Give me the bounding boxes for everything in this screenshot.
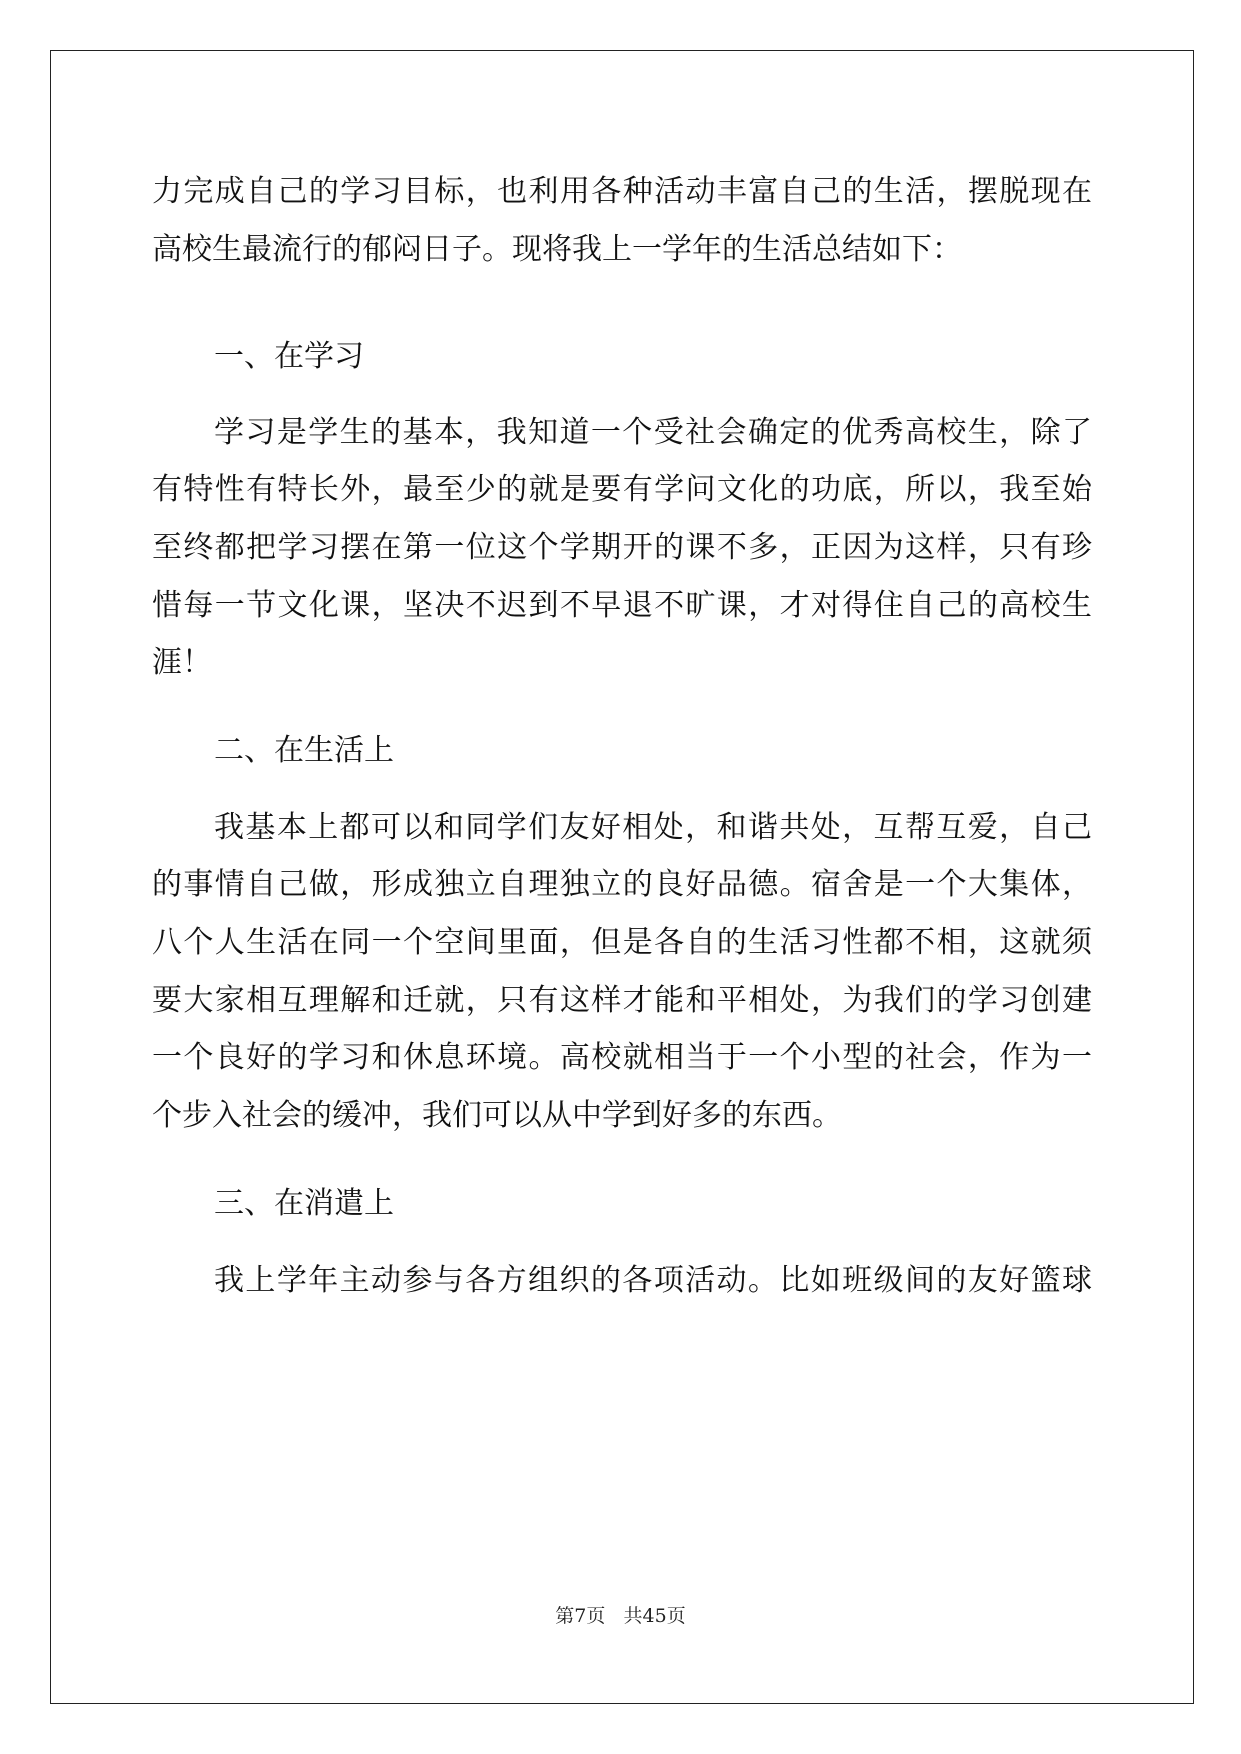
body-line: 涯！	[152, 645, 212, 680]
body-line: 一个良好的学习和休息环境。高校就相当于一个小型的社会，作为一	[152, 1040, 1092, 1075]
body-line: 力完成自己的学习目标，也利用各种活动丰富自己的生活，摆脱现在	[152, 174, 1092, 209]
section-heading-study: 一、在学习	[214, 339, 364, 374]
body-line: 我基本上都可以和同学们友好相处，和谐共处，互帮互爱，自己	[214, 810, 1092, 845]
body-line: 至终都把学习摆在第一位这个学期开的课不多，正因为这样，只有珍	[152, 530, 1092, 565]
body-line: 有特性有特长外，最至少的就是要有学问文化的功底，所以，我至始	[152, 472, 1092, 507]
body-line: 惜每一节文化课，坚决不迟到不早退不旷课，才对得住自己的高校生	[152, 588, 1092, 623]
section-heading-leisure: 三、在消遣上	[214, 1186, 394, 1221]
body-line: 高校生最流行的郁闷日子。现将我上一学年的生活总结如下：	[152, 232, 962, 267]
section-heading-life: 二、在生活上	[214, 733, 394, 768]
page-footer	[0, 1604, 1241, 1628]
page-number-current: 第7页	[555, 1605, 606, 1627]
body-line: 要大家相互理解和迁就，只有这样才能和平相处，为我们的学习创建	[152, 983, 1092, 1018]
body-line: 我上学年主动参与各方组织的各项活动。比如班级间的友好篮球	[214, 1263, 1092, 1298]
body-line: 学习是学生的基本，我知道一个受社会确定的优秀高校生，除了	[214, 415, 1092, 450]
body-line: 个步入社会的缓冲，我们可以从中学到好多的东西。	[152, 1098, 842, 1133]
body-line: 的事情自己做，形成独立自理独立的良好品德。宿舍是一个大集体，	[152, 867, 1092, 902]
body-line: 八个人生活在同一个空间里面，但是各自的生活习性都不相，这就须	[152, 925, 1092, 960]
page-number-total: 共45页	[623, 1605, 686, 1627]
